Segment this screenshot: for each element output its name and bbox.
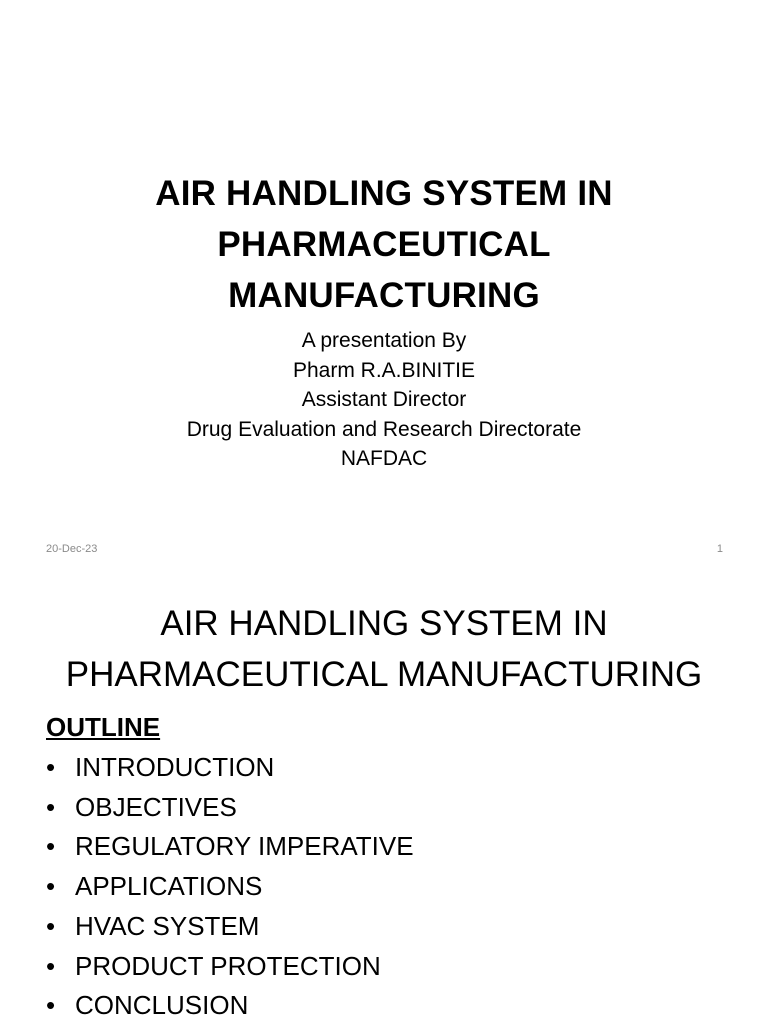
slide-number: 1 — [716, 543, 723, 555]
bullet-icon: • — [46, 950, 56, 981]
bullet-icon: • — [46, 791, 56, 822]
bullet-icon: • — [46, 871, 56, 902]
slide-2-title-line: AIR HANDLING SYSTEM IN — [160, 604, 608, 643]
list-item — [46, 867, 414, 907]
subtitle-line: Pharm R.A.BINITIE — [292, 358, 476, 382]
slide-1-title — [0, 168, 768, 321]
slide-2 — [0, 566, 768, 1024]
slide-1-title-line: MANUFACTURING — [228, 276, 540, 315]
bullet-icon: • — [46, 990, 56, 1021]
subtitle-line: A presentation By — [301, 329, 467, 352]
subtitle-line: Drug Evaluation and Research Directorate — [186, 417, 582, 441]
list-item-label: REGULATORY IMPERATIVE — [75, 831, 414, 862]
list-item — [46, 986, 414, 1026]
list-item-label: OBJECTIVES — [75, 791, 237, 822]
list-item — [46, 827, 414, 867]
list-item — [46, 907, 414, 947]
outline-list — [46, 748, 414, 1026]
slide-1-subtitle — [0, 326, 768, 474]
list-item-label: INTRODUCTION — [75, 752, 275, 782]
bullet-icon: • — [46, 831, 56, 862]
bullet-icon: • — [46, 910, 56, 941]
slide-1-title-line: PHARMACEUTICAL — [217, 225, 551, 264]
bullet-icon: • — [46, 752, 56, 782]
list-item — [46, 947, 414, 987]
list-item — [46, 788, 414, 828]
subtitle-line: Assistant Director — [301, 388, 467, 411]
footer-date: 20-Dec-23 — [46, 543, 98, 555]
slide-2-title — [0, 598, 768, 700]
slide-1-title-line: AIR HANDLING SYSTEM IN — [155, 174, 613, 213]
list-item — [46, 748, 414, 788]
outline-heading: OUTLINE — [46, 712, 161, 742]
list-item-label: HVAC SYSTEM — [75, 910, 260, 941]
list-item-label: PRODUCT PROTECTION — [75, 950, 381, 981]
list-item-label: APPLICATIONS — [75, 871, 263, 902]
slide-2-title-line: PHARMACEUTICAL MANUFACTURING — [65, 655, 703, 694]
list-item-label: CONCLUSION — [75, 990, 249, 1021]
subtitle-line: NAFDAC — [340, 447, 428, 470]
